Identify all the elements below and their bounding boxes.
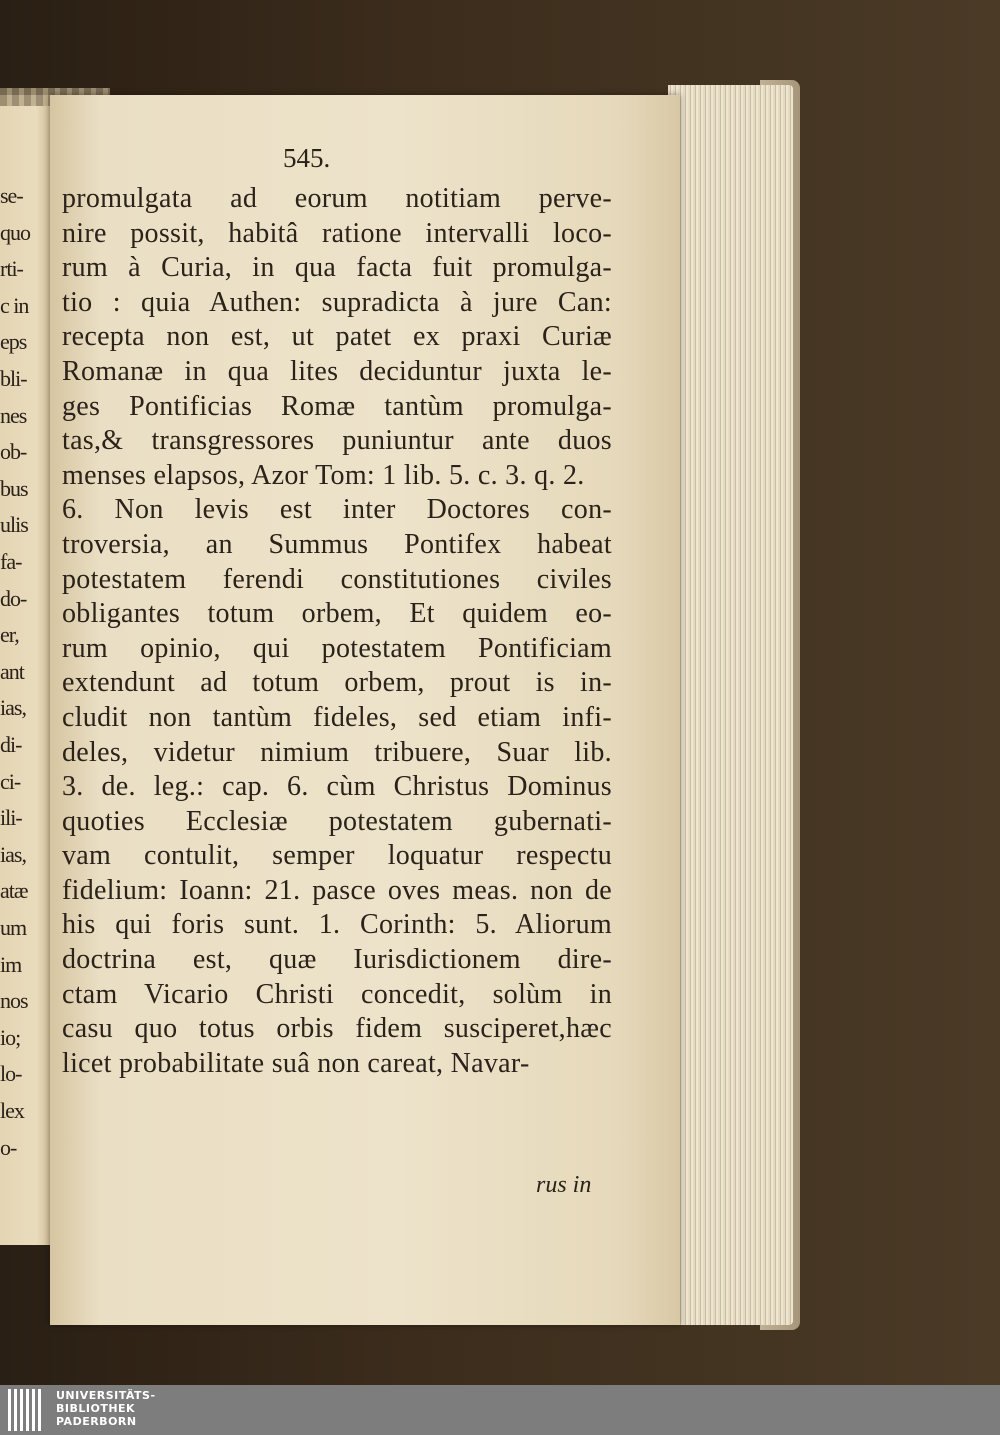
left-page-fragment: fa-	[0, 549, 22, 574]
text-line: tas,& transgressores puniuntur ante duos	[62, 425, 612, 457]
text-line: casu quo totus orbis fidem susciperet,hæc	[62, 1013, 612, 1045]
library-logo-icon	[8, 1389, 48, 1431]
text-line: fidelium: Ioann: 21. pasce oves meas. non de	[62, 874, 612, 906]
text-line: promulgata ad eorum notitiam perve-	[62, 183, 612, 214]
left-page-fragment: ci-	[0, 768, 21, 794]
text-line: potestatem ferendi constitutiones civiles	[62, 563, 612, 595]
catchword: rus in	[536, 1172, 592, 1198]
text-line: extendunt ad totum orbem, prout is in-	[62, 667, 612, 699]
library-footer	[0, 1385, 1000, 1435]
text-line: recepta non est, ut patet ex praxi Curiæ	[62, 321, 612, 353]
text-line: rum à Curia, in qua facta fuit promulga-	[62, 252, 612, 284]
text-line: his qui foris sunt. 1. Corinth: 5. Aliorum	[62, 909, 612, 941]
left-page-fragment: c in	[0, 292, 29, 318]
left-page-fragment: um	[0, 915, 27, 940]
left-page-fragment: se-	[0, 183, 23, 208]
text-line: obligantes totum orbem, Et quidem eo-	[62, 598, 612, 630]
text-line: ctam Vicario Christi concedit, solùm in	[62, 978, 612, 1010]
left-page-fragment: di-	[0, 732, 22, 757]
text-line: ges Pontificias Romæ tantùm promulga-	[62, 390, 612, 422]
text-line: menses elapsos, Azor Tom: 1 lib. 5. c. 3. q. 2.	[62, 459, 585, 491]
left-page-fragment: atæ	[0, 878, 28, 904]
page-text	[62, 182, 612, 1081]
text-line: quoties Ecclesiæ potestatem gubernati-	[62, 805, 612, 837]
text-line: tio : quia Authen: supradicta à jure Can:	[62, 286, 612, 318]
left-page-fragment: rti-	[0, 256, 23, 282]
left-page-fragment: ili-	[0, 805, 22, 831]
left-page-fragment: lo-	[0, 1061, 22, 1087]
left-page-fragment: io;	[0, 1024, 21, 1050]
text-line: doctrina est, quæ Iurisdictionem dire-	[62, 944, 612, 976]
logo-line: PADERBORN	[56, 1415, 137, 1428]
text-line: deles, videtur nimium tribuere, Suar lib.	[62, 736, 612, 768]
text-line: 3. de. leg.: cap. 6. cùm Christus Dominus	[62, 771, 612, 803]
text-line: Romanæ in qua lites deciduntur juxta le-	[62, 355, 612, 387]
text-line: nire possit, habitâ ratione intervalli loco-	[62, 217, 612, 249]
text-line: 6. Non levis est inter Doctores con-	[62, 494, 612, 526]
library-logo-text	[56, 1389, 156, 1428]
text-line: cludit non tantùm fideles, sed etiam infi-	[62, 701, 612, 733]
left-page-fragment: do-	[0, 585, 27, 611]
left-page-fragment: ulis	[0, 512, 28, 538]
left-page-fragment: o-	[0, 1134, 17, 1160]
page-number: 545.	[283, 143, 331, 173]
left-page-fragment: im	[0, 951, 22, 977]
left-page-fragment: lex	[0, 1098, 24, 1123]
logo-line: BIBLIOTHEK	[56, 1402, 136, 1415]
left-page-fragment: bus	[0, 475, 28, 501]
left-page-fragment: nos	[0, 988, 28, 1014]
left-page-fragment: ant	[0, 658, 24, 684]
left-page-fragment: ias,	[0, 841, 26, 867]
left-page-fragment: eps	[0, 329, 27, 355]
left-page-fragment: ias,	[0, 695, 26, 721]
left-page-fragment: ob-	[0, 439, 27, 465]
page-edges	[668, 85, 793, 1325]
text-line: licet probabilitate suâ non careat, Navar-	[62, 1047, 530, 1079]
text-line: rum opinio, qui potestatem Pontificiam	[62, 632, 612, 664]
text-line: vam contulit, semper loquatur respectu	[62, 840, 612, 872]
left-page-fragment: bli-	[0, 366, 27, 391]
left-page-fragment: quo	[0, 219, 30, 245]
logo-line: UNIVERSITÄTS-	[56, 1389, 156, 1402]
left-page-fragment: er,	[0, 622, 19, 648]
text-line: troversia, an Summus Pontifex habeat	[62, 528, 612, 560]
left-page-fragment: nes	[0, 402, 27, 428]
